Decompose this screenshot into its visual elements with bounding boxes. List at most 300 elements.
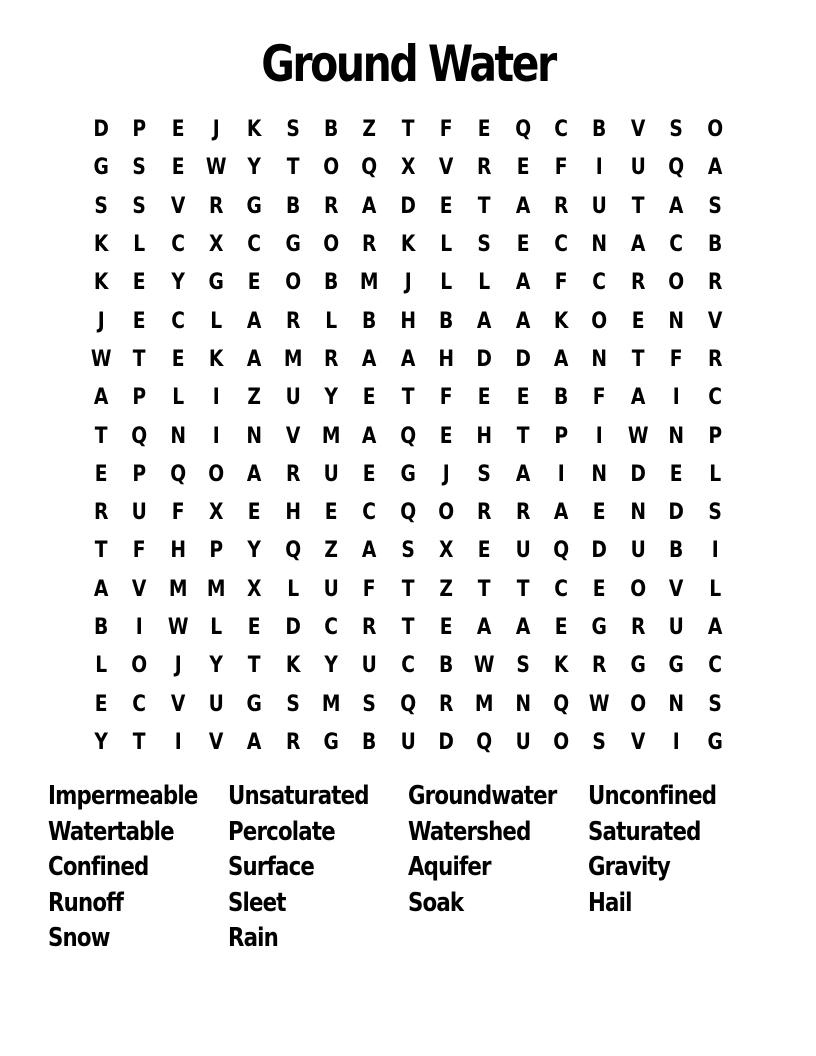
grid-letter[interactable]: C [669, 232, 684, 258]
grid-letter[interactable]: B [362, 729, 377, 755]
grid-letter[interactable]: C [592, 270, 607, 296]
grid-letter[interactable]: P [209, 538, 224, 564]
grid-letter[interactable]: C [247, 232, 262, 258]
grid-letter[interactable]: C [554, 576, 569, 602]
grid-letter[interactable]: N [170, 423, 186, 449]
grid-letter[interactable]: R [285, 461, 301, 487]
grid-letter[interactable]: R [362, 615, 377, 640]
grid-letter[interactable]: I [596, 423, 604, 449]
grid-letter[interactable]: Q [399, 423, 416, 449]
grid-letter[interactable]: A [247, 308, 262, 334]
grid-letter[interactable]: W [627, 423, 649, 449]
grid-letter[interactable]: O [630, 691, 646, 717]
grid-letter[interactable]: E [631, 308, 645, 334]
grid-letter[interactable]: C [707, 385, 722, 411]
grid-letter[interactable]: B [669, 538, 684, 564]
grid-letter[interactable]: Z [362, 117, 377, 143]
grid-letter[interactable]: H [400, 308, 416, 334]
grid-letter[interactable]: E [478, 538, 491, 564]
grid-letter[interactable]: O [323, 155, 340, 181]
grid-letter[interactable]: I [711, 538, 719, 564]
grid-letter[interactable]: L [440, 232, 453, 258]
grid-letter[interactable]: E [439, 615, 453, 640]
grid-letter[interactable]: E [248, 270, 261, 296]
grid-row [82, 724, 734, 762]
grid-letter[interactable]: E [94, 461, 108, 487]
grid-letter[interactable]: O [284, 270, 301, 296]
grid-letter[interactable]: S [477, 461, 492, 487]
grid-row [82, 264, 734, 302]
grid-letter[interactable]: E [248, 615, 261, 640]
grid-letter[interactable]: T [401, 385, 415, 411]
grid-letter[interactable]: E [363, 461, 376, 487]
grid-letter[interactable]: Z [324, 538, 339, 564]
grid-letter[interactable]: Y [209, 653, 223, 679]
grid-letter[interactable]: A [707, 615, 722, 640]
grid-letter[interactable]: R [707, 346, 722, 372]
grid-letter[interactable]: F [593, 385, 607, 411]
grid-letter[interactable]: C [362, 500, 377, 526]
grid-letter[interactable]: U [515, 729, 531, 755]
grid-letter[interactable]: C [554, 232, 569, 258]
grid-letter[interactable]: T [516, 576, 530, 602]
grid-letter[interactable]: D [515, 346, 531, 372]
grid-letter[interactable]: K [554, 308, 569, 334]
grid-letter[interactable]: A [362, 346, 377, 372]
grid-letter[interactable]: I [174, 729, 182, 755]
grid-letter[interactable]: T [248, 653, 261, 679]
grid-letter[interactable]: M [206, 576, 226, 602]
grid-letter[interactable]: Y [247, 155, 262, 181]
grid-letter[interactable]: W [474, 653, 495, 679]
grid-letter[interactable]: D [438, 729, 455, 755]
grid-letter[interactable]: A [477, 308, 492, 334]
grid-letter[interactable]: T [133, 346, 146, 372]
grid-letter[interactable]: A [93, 385, 109, 411]
grid-letter[interactable]: F [363, 576, 376, 602]
word-bank-item: Watertable [48, 816, 174, 847]
grid-letter[interactable]: E [478, 117, 491, 143]
grid-letter[interactable]: Y [324, 385, 339, 411]
grid-letter[interactable]: D [93, 117, 109, 143]
grid-letter[interactable]: E [516, 232, 530, 258]
grid-letter[interactable]: T [478, 193, 491, 219]
grid-letter[interactable]: X [400, 155, 416, 181]
grid-letter[interactable]: E [516, 385, 530, 411]
grid-letter[interactable]: R [592, 653, 607, 679]
grid-letter[interactable]: R [362, 232, 377, 258]
grid-letter[interactable]: N [591, 461, 608, 487]
grid-letter[interactable]: R [477, 500, 492, 526]
grid-letter[interactable]: F [439, 385, 453, 411]
grid-letter[interactable]: A [247, 729, 262, 755]
grid-letter[interactable]: E [669, 461, 683, 487]
grid-letter[interactable]: C [132, 691, 147, 717]
grid-letter[interactable]: S [707, 500, 722, 526]
grid-letter[interactable]: N [630, 500, 646, 526]
grid-letter[interactable]: P [132, 461, 147, 487]
grid-letter[interactable]: K [285, 653, 301, 679]
grid-letter[interactable]: Q [361, 155, 378, 181]
grid-letter[interactable]: U [515, 538, 531, 564]
grid-letter[interactable]: I [557, 461, 565, 487]
grid-letter[interactable]: F [133, 538, 146, 564]
grid-letter[interactable]: O [668, 270, 685, 296]
grid-letter[interactable]: M [475, 691, 494, 717]
grid-letter[interactable]: I [672, 385, 680, 411]
grid-letter[interactable]: Q [668, 155, 685, 181]
grid-letter[interactable]: R [515, 500, 531, 526]
grid-letter[interactable]: B [324, 117, 339, 143]
grid-letter[interactable]: C [324, 615, 339, 640]
grid-letter[interactable]: A [477, 615, 492, 640]
grid-letter[interactable]: S [132, 193, 147, 219]
grid-letter[interactable]: R [439, 691, 454, 717]
grid-letter[interactable]: R [93, 500, 109, 526]
grid-letter[interactable]: C [170, 308, 185, 334]
grid-letter[interactable]: U [630, 155, 646, 181]
grid-letter[interactable]: Q [399, 500, 416, 526]
grid-letter[interactable]: R [554, 193, 569, 219]
grid-letter[interactable]: U [208, 691, 224, 717]
grid-letter[interactable]: P [132, 385, 147, 411]
grid-letter[interactable]: Y [171, 270, 185, 296]
grid-letter[interactable]: R [324, 193, 339, 219]
grid-letter[interactable]: A [515, 193, 531, 219]
grid-letter[interactable]: S [132, 155, 147, 181]
grid-letter[interactable]: P [707, 423, 722, 449]
grid-letter[interactable]: X [208, 500, 224, 526]
grid-letter[interactable]: B [707, 232, 722, 258]
grid-letter[interactable]: C [707, 653, 722, 679]
grid-letter[interactable]: T [631, 346, 645, 372]
grid-letter[interactable]: V [630, 729, 646, 755]
grid-letter[interactable]: E [593, 576, 607, 602]
grid-letter[interactable]: R [477, 155, 492, 181]
grid-letter[interactable]: E [516, 155, 530, 181]
grid-letter[interactable]: U [400, 729, 416, 755]
grid-letter[interactable]: R [208, 193, 224, 219]
grid-letter[interactable]: U [323, 461, 339, 487]
grid-letter[interactable]: G [208, 270, 224, 296]
grid-letter[interactable]: T [401, 576, 415, 602]
grid-letter[interactable]: R [285, 729, 301, 755]
grid-letter[interactable]: U [285, 385, 301, 411]
grid-letter[interactable]: L [286, 576, 299, 602]
grid-letter[interactable]: E [478, 385, 491, 411]
grid-letter[interactable]: S [669, 117, 684, 143]
grid-letter[interactable]: W [205, 155, 227, 181]
grid-letter[interactable]: L [708, 461, 721, 487]
grid-letter[interactable]: A [362, 538, 377, 564]
grid-letter[interactable]: Q [476, 729, 493, 755]
grid-letter[interactable]: B [285, 193, 301, 219]
grid-letter[interactable]: G [400, 461, 416, 487]
grid-letter[interactable]: M [321, 691, 341, 717]
grid-letter[interactable]: W [167, 615, 189, 640]
grid-letter[interactable]: T [516, 423, 530, 449]
grid-letter[interactable]: R [630, 615, 646, 640]
grid-letter[interactable]: E [324, 500, 338, 526]
grid-letter[interactable]: A [707, 155, 722, 181]
grid-letter[interactable]: Q [284, 538, 301, 564]
grid-letter[interactable]: I [212, 423, 220, 449]
grid-letter[interactable]: G [668, 653, 685, 679]
grid-letter[interactable]: E [248, 500, 261, 526]
grid-letter[interactable]: L [133, 232, 146, 258]
grid-letter[interactable]: B [554, 385, 569, 411]
grid-letter[interactable]: X [439, 538, 454, 564]
grid-letter[interactable]: Y [324, 653, 339, 679]
grid-row [82, 341, 734, 379]
grid-letter[interactable]: L [210, 308, 223, 334]
grid-letter[interactable]: K [247, 117, 262, 143]
grid-letter[interactable]: I [212, 385, 220, 411]
grid-letter[interactable]: M [168, 576, 188, 602]
grid-letter[interactable]: E [171, 117, 185, 143]
grid-letter[interactable]: U [361, 653, 378, 679]
grid-letter[interactable]: D [400, 193, 416, 219]
grid-letter[interactable]: T [631, 193, 645, 219]
grid-letter[interactable]: B [439, 308, 454, 334]
grid-letter[interactable]: I [136, 615, 143, 640]
grid-letter[interactable]: S [401, 538, 415, 564]
grid-letter[interactable]: J [97, 308, 105, 334]
grid-letter[interactable]: D [476, 346, 493, 372]
grid-letter[interactable]: Q [553, 538, 570, 564]
grid-letter[interactable]: N [246, 423, 263, 449]
grid-letter[interactable]: G [246, 691, 263, 717]
grid-letter[interactable]: A [93, 576, 109, 602]
grid-letter[interactable]: E [439, 193, 453, 219]
grid-letter[interactable]: G [93, 155, 109, 181]
grid-letter[interactable]: G [591, 615, 608, 640]
grid-letter[interactable]: E [171, 346, 185, 372]
grid-letter[interactable]: S [94, 193, 108, 219]
grid-letter[interactable]: L [440, 270, 453, 296]
grid-letter[interactable]: S [362, 691, 377, 717]
grid-letter[interactable]: S [286, 691, 300, 717]
grid-letter[interactable]: T [286, 155, 300, 181]
grid-letter[interactable]: C [401, 653, 415, 679]
grid-letter[interactable]: F [171, 500, 185, 526]
grid-letter[interactable]: O [630, 576, 646, 602]
word-bank-item: Groundwater [408, 781, 557, 811]
grid-letter[interactable]: Z [439, 576, 454, 602]
grid-letter[interactable]: N [591, 232, 608, 258]
grid-letter[interactable]: O [553, 729, 570, 755]
grid-letter[interactable]: X [208, 232, 224, 258]
grid-letter[interactable]: O [438, 500, 455, 526]
grid-letter[interactable]: F [554, 155, 568, 181]
grid-letter[interactable]: N [591, 346, 608, 372]
grid-letter[interactable]: J [212, 117, 220, 143]
grid-letter[interactable]: D [591, 538, 608, 564]
grid-letter[interactable]: E [133, 270, 146, 296]
grid-letter[interactable]: E [593, 500, 607, 526]
grid-letter[interactable]: A [554, 500, 569, 526]
grid-letter[interactable]: T [94, 423, 108, 449]
grid-letter[interactable]: W [589, 691, 610, 717]
grid-letter[interactable]: D [668, 500, 685, 526]
grid-letter[interactable]: U [131, 500, 148, 526]
grid-letter[interactable]: S [516, 653, 530, 679]
grid-letter[interactable]: P [132, 117, 147, 143]
grid-letter[interactable]: L [478, 270, 491, 296]
grid-letter[interactable]: R [324, 346, 339, 372]
grid-letter[interactable]: E [554, 615, 568, 640]
grid-letter[interactable]: M [283, 346, 303, 372]
grid-letter[interactable]: Y [94, 729, 108, 755]
grid-row [82, 188, 734, 226]
grid-letter[interactable]: D [285, 615, 301, 640]
grid-letter[interactable]: Q [131, 423, 148, 449]
grid-letter[interactable]: N [515, 691, 531, 717]
grid-letter[interactable]: A [630, 232, 646, 258]
grid-letter[interactable]: P [554, 423, 569, 449]
grid-letter[interactable]: N [668, 308, 685, 334]
grid-letter[interactable]: U [323, 576, 339, 602]
grid-letter[interactable]: O [323, 232, 340, 258]
grid-letter[interactable]: K [93, 270, 109, 296]
grid-letter[interactable]: S [477, 232, 492, 258]
grid-letter[interactable]: A [247, 346, 262, 372]
grid-letter[interactable]: L [210, 615, 223, 640]
grid-letter[interactable]: X [247, 576, 262, 602]
grid-letter[interactable]: R [630, 270, 646, 296]
grid-letter[interactable]: T [478, 576, 491, 602]
grid-letter[interactable]: B [362, 308, 377, 334]
grid-letter[interactable]: H [285, 500, 301, 526]
grid-letter[interactable]: K [208, 346, 224, 372]
grid-letter[interactable]: U [668, 615, 684, 640]
grid-letter[interactable]: W [90, 346, 112, 372]
grid-letter[interactable]: A [400, 346, 416, 372]
grid-letter[interactable]: T [401, 117, 415, 143]
grid-letter[interactable]: Q [399, 691, 416, 717]
grid-letter[interactable]: I [596, 155, 604, 181]
word-bank-item: Confined [48, 852, 149, 883]
grid-letter[interactable]: D [630, 461, 646, 487]
grid-letter[interactable]: J [174, 653, 182, 679]
grid-letter[interactable]: J [404, 270, 412, 296]
grid-letter[interactable]: V [439, 155, 454, 181]
grid-letter[interactable]: A [515, 461, 531, 487]
grid-letter[interactable]: A [247, 461, 262, 487]
grid-letter[interactable]: R [707, 270, 722, 296]
grid-letter[interactable]: E [171, 155, 185, 181]
grid-row [82, 149, 734, 187]
grid-letter[interactable]: B [439, 653, 454, 679]
grid-letter[interactable]: H [438, 346, 455, 372]
grid-letter[interactable]: S [592, 729, 607, 755]
grid-letter[interactable]: S [286, 117, 300, 143]
grid-letter[interactable]: B [592, 117, 607, 143]
grid-letter[interactable]: M [321, 423, 341, 449]
grid-letter[interactable]: I [672, 729, 680, 755]
grid-letter[interactable]: S [707, 193, 722, 219]
grid-letter[interactable]: E [133, 308, 146, 334]
grid-letter[interactable]: C [170, 232, 185, 258]
grid-letter[interactable]: O [131, 653, 148, 679]
grid-letter[interactable]: U [630, 538, 646, 564]
grid-letter[interactable]: E [363, 385, 376, 411]
grid-letter[interactable]: O [208, 461, 225, 487]
grid-letter[interactable]: V [132, 576, 147, 602]
grid-letter[interactable]: N [668, 423, 685, 449]
grid-letter[interactable]: T [94, 538, 108, 564]
grid-letter[interactable]: C [554, 117, 569, 143]
grid-letter[interactable]: G [706, 729, 723, 755]
grid-letter[interactable]: Q [514, 117, 531, 143]
grid-letter[interactable]: B [324, 270, 339, 296]
grid-letter[interactable]: Y [247, 538, 262, 564]
grid-letter[interactable]: E [439, 423, 453, 449]
grid-letter[interactable]: F [439, 117, 453, 143]
grid-letter[interactable]: V [170, 691, 186, 717]
grid-letter[interactable]: A [554, 346, 569, 372]
grid-letter[interactable]: Z [247, 385, 262, 411]
grid-letter[interactable]: G [323, 729, 339, 755]
grid-letter[interactable]: O [591, 308, 608, 334]
grid-letter[interactable]: L [325, 308, 338, 334]
grid-letter[interactable]: V [170, 193, 186, 219]
grid-letter[interactable]: U [592, 193, 608, 219]
grid-letter[interactable]: V [669, 576, 684, 602]
grid-letter[interactable]: A [669, 193, 684, 219]
grid-letter[interactable]: G [285, 232, 301, 258]
grid-letter[interactable]: H [170, 538, 186, 564]
grid-letter[interactable]: V [630, 117, 646, 143]
grid-row [82, 685, 734, 723]
grid-letter[interactable]: A [362, 423, 377, 449]
grid-letter[interactable]: V [208, 729, 224, 755]
grid-letter[interactable]: L [95, 653, 108, 679]
grid-letter[interactable]: K [400, 232, 416, 258]
grid-letter[interactable]: B [94, 615, 109, 640]
grid-letter[interactable]: S [707, 691, 722, 717]
grid-letter[interactable]: H [476, 423, 493, 449]
grid-letter[interactable]: O [706, 117, 723, 143]
grid-letter[interactable]: Q [169, 461, 186, 487]
grid-letter[interactable]: Q [553, 691, 570, 717]
grid-letter[interactable]: V [707, 308, 722, 334]
grid-letter[interactable]: K [554, 653, 569, 679]
grid-letter[interactable]: L [171, 385, 184, 411]
grid-letter[interactable]: A [515, 270, 531, 296]
grid-letter[interactable]: V [285, 423, 301, 449]
grid-letter[interactable]: L [708, 576, 721, 602]
grid-letter[interactable]: F [554, 270, 568, 296]
grid-letter[interactable]: G [246, 193, 263, 219]
grid-letter[interactable]: G [630, 653, 646, 679]
grid-letter[interactable]: T [133, 729, 146, 755]
grid-letter[interactable]: A [515, 615, 531, 640]
grid-letter[interactable]: A [630, 385, 646, 411]
grid-row [82, 609, 734, 647]
grid-letter[interactable]: E [94, 691, 108, 717]
grid-letter[interactable]: F [669, 346, 683, 372]
grid-letter[interactable]: J [442, 461, 450, 487]
grid-letter[interactable]: M [360, 270, 379, 296]
grid-letter[interactable]: N [668, 691, 685, 717]
grid-letter[interactable]: T [401, 615, 415, 640]
grid-letter[interactable]: A [515, 308, 531, 334]
grid-letter[interactable]: R [285, 308, 301, 334]
grid-row [82, 302, 734, 340]
grid-letter[interactable]: K [93, 232, 109, 258]
grid-letter[interactable]: A [362, 193, 377, 219]
